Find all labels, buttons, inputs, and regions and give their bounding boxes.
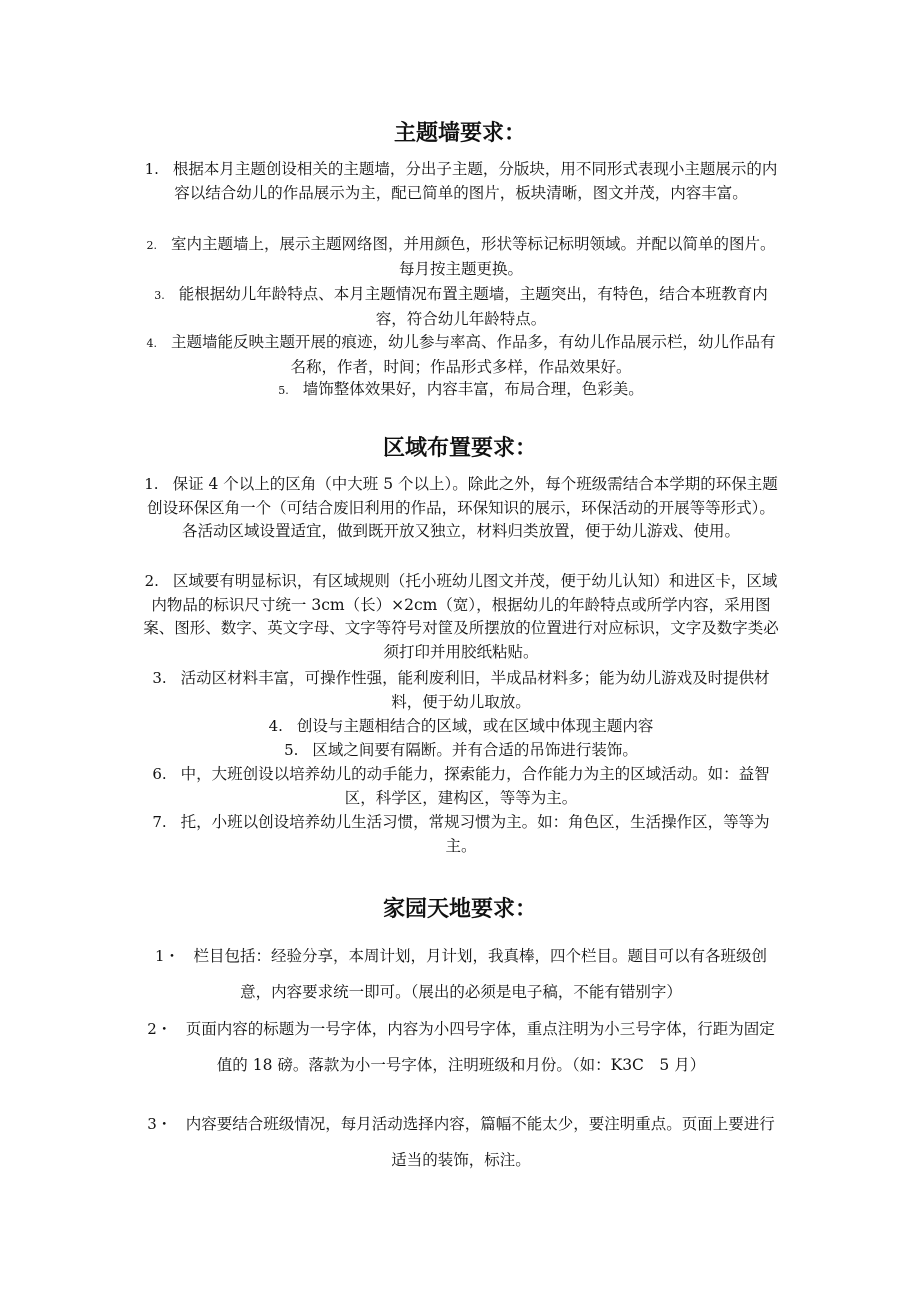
item-text: 中，大班创设以培养幼儿的动手能力，探索能力，合作能力为主的区域活动。如：益智区，科学区，建构区，等等为主。 <box>180 765 770 807</box>
item-text: 主题墙能反映主题开展的痕迹，幼儿参与率高、作品多，有幼儿作品展示栏，幼儿作品有名称，作者，时间；作品形式多样，作品效果好。 <box>170 333 776 376</box>
section-title-area-layout: 区域布置要求： <box>382 436 537 461</box>
item-number: 2. <box>146 239 157 252</box>
item-text: 区域要有明显标识，有区域规则（托小班幼儿图文并茂，便于幼儿认知）和进区卡，区域内物品的标识尺寸统一 3cm（长）×2cm（宽），根据幼儿的年龄特点或所学内容，采用图案、图形、数字、英文字母、文字等符号对筐及所摆放的位置进行对应标识，文字及数字类必须打印并用胶纸粘贴。 <box>143 572 779 661</box>
item-number: 3・ <box>147 1115 172 1133</box>
item-number: 1・ <box>154 947 180 965</box>
item-number: 3. <box>154 289 165 302</box>
list-item <box>140 378 782 403</box>
item-text: 创设与主题相结合的区域，或在区域中体现主题内容 <box>296 717 654 735</box>
item-text: 室内主题墙上，展示主题网络图，并用颜色，形状等标记标明领域。并配以简单的图片。每月按主题更换。 <box>170 235 776 278</box>
list-item <box>140 667 782 714</box>
list-item <box>140 473 782 544</box>
item-number: 2. <box>144 572 159 590</box>
item-text: 区域之间要有隔断。并有合适的吊饰进行装饰。 <box>312 741 638 759</box>
item-text: 墙饰整体效果好，内容丰富，布局合理，色彩美。 <box>302 380 644 398</box>
list-item <box>140 938 782 1010</box>
list-item <box>140 811 782 858</box>
list-item <box>140 715 782 739</box>
item-text: 能根据幼儿年龄特点、本月主题情况布置主题墙，主题突出，有特色，结合本班教育内容，符合幼儿年龄特点。 <box>178 285 768 328</box>
list-item <box>140 158 782 205</box>
item-number: 4. <box>268 717 283 735</box>
list-item <box>140 331 782 379</box>
item-text: 保证 4 个以上的区角（中大班 5 个以上）。除此之外，每个班级需结合本学期的环保主题创设环保区角一个（可结合废旧利用的作品，环保知识的展示，环保活动的开展等等形式）。各活动区域设置适宜，做到既开放又独立，材料归类放置，便于幼儿游戏、使用。 <box>147 475 778 540</box>
item-text: 栏目包括：经验分享，本周计划，月计划，我真棒，四个栏目。题目可以有各班级创意，内容要求统一即可。（展出的必须是电子稿，不能有错别字） <box>193 947 768 1001</box>
list-item <box>140 570 782 664</box>
item-number: 5. <box>278 384 289 397</box>
list-item <box>140 233 782 281</box>
item-number: 6. <box>152 765 167 783</box>
list-item <box>140 763 782 810</box>
item-number: 2・ <box>147 1020 172 1038</box>
list-item <box>140 1011 782 1083</box>
item-text: 页面内容的标题为一号字体，内容为小四号字体，重点注明为小三号字体，行距为固定值的 18 磅。落款为小一号字体，注明班级和月份。（如：K3C 5 月） <box>185 1020 775 1074</box>
item-text: 托，小班以创设培养幼儿生活习惯，常规习惯为主。如：角色区，生活操作区，等等为主。 <box>180 813 770 855</box>
item-text: 活动区材料丰富，可操作性强，能利废利旧，半成品材料多；能为幼儿游戏及时提供材料，便于幼儿取放。 <box>180 669 770 711</box>
list-item <box>140 1106 782 1178</box>
item-number: 1. <box>144 475 159 493</box>
item-number: 5. <box>284 741 299 759</box>
item-number: 3. <box>152 669 167 687</box>
item-number: 7. <box>152 813 167 831</box>
item-number: 1. <box>144 160 159 178</box>
list-item <box>140 739 782 763</box>
item-number: 4. <box>146 337 157 350</box>
section-title-theme-wall: 主题墙要求： <box>393 121 526 146</box>
item-text: 内容要结合班级情况，每月活动选择内容，篇幅不能太少，要注明重点。页面上要进行适当的装饰，标注。 <box>185 1115 775 1169</box>
item-text: 根据本月主题创设相关的主题墙，分出子主题，分版块，用不同形式表现小主题展示的内容以结合幼儿的作品展示为主，配已简单的图片，板块清晰，图文并茂，内容丰富。 <box>172 160 778 202</box>
section-title-home-school: 家园天地要求： <box>382 897 537 922</box>
list-item <box>140 283 782 331</box>
